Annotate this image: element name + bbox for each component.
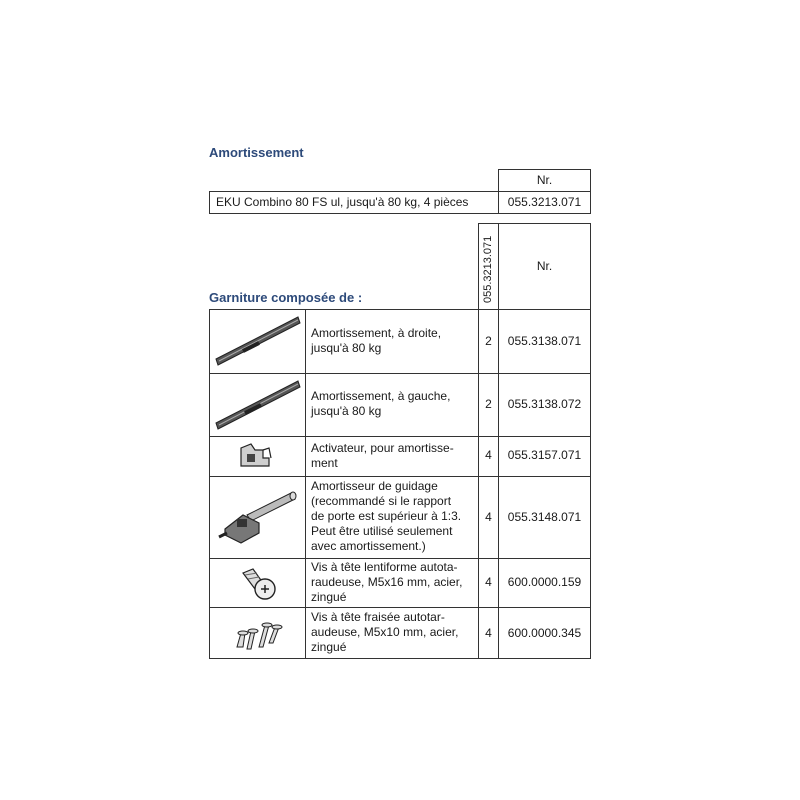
row3-desc-2: ment	[311, 456, 338, 470]
row6-desc-3: zingué	[311, 640, 347, 654]
row3-qty: 4	[485, 448, 492, 462]
row1-nr: 055.3138.071	[507, 334, 582, 348]
countersunk-screws-icon	[233, 613, 283, 653]
row5-desc-2: raudeuse, M5x16 mm, acier,	[311, 575, 463, 589]
row4-desc-5: avec amortissement.)	[311, 539, 426, 553]
row5-nr: 600.0000.159	[507, 575, 582, 589]
activator-icon	[237, 440, 277, 472]
row5-desc-1: Vis à tête lentiforme autota-	[311, 560, 458, 574]
row3-desc-1: Activateur, pour amortisse-	[311, 441, 454, 455]
row2-desc-2: jusqu'à 80 kg	[311, 404, 382, 418]
kit-column-code: 055.3213.071	[482, 235, 494, 303]
damper-rail-left-icon	[214, 379, 300, 431]
row4-desc-4: Peut être utilisé seulement	[311, 524, 453, 538]
row4-desc-3: de porte est supérieur à 1:3.	[311, 509, 462, 523]
row1-qty: 2	[485, 334, 492, 348]
row6-desc-1: Vis à tête fraisée autotar-	[311, 610, 445, 624]
kit-header-nr: Nr.	[536, 259, 553, 273]
row6-desc-2: audeuse, M5x10 mm, acier,	[311, 625, 459, 639]
top-table	[209, 169, 591, 214]
top-row-nr: 055.3213.071	[507, 195, 582, 209]
top-row-description: EKU Combino 80 FS ul, jusqu'à 80 kg, 4 pièces	[216, 195, 469, 209]
row2-nr: 055.3138.072	[507, 397, 582, 411]
row6-qty: 4	[485, 626, 492, 640]
row4-desc-1: Amortisseur de guidage	[311, 479, 438, 493]
section-title: Amortissement	[209, 145, 304, 160]
row4-qty: 4	[485, 510, 492, 524]
row2-desc-1: Amortissement, à gauche,	[311, 389, 451, 403]
row6-nr: 600.0000.345	[507, 626, 582, 640]
top-header-nr: Nr.	[536, 173, 553, 187]
pan-head-screw-icon	[239, 563, 279, 603]
row2-qty: 2	[485, 397, 492, 411]
row4-nr: 055.3148.071	[507, 510, 582, 524]
row4-desc-2: (recommandé si le rapport	[311, 494, 452, 508]
row1-desc-1: Amortissement, à droite,	[311, 326, 442, 340]
row5-qty: 4	[485, 575, 492, 589]
damper-rail-right-icon	[214, 315, 300, 367]
guide-damper-icon	[217, 485, 299, 549]
row5-desc-3: zingué	[311, 590, 347, 604]
row1-desc-2: jusqu'à 80 kg	[311, 341, 382, 355]
kit-title: Garniture composée de :	[209, 290, 363, 305]
row3-nr: 055.3157.071	[507, 448, 582, 462]
kit-table	[209, 223, 591, 659]
